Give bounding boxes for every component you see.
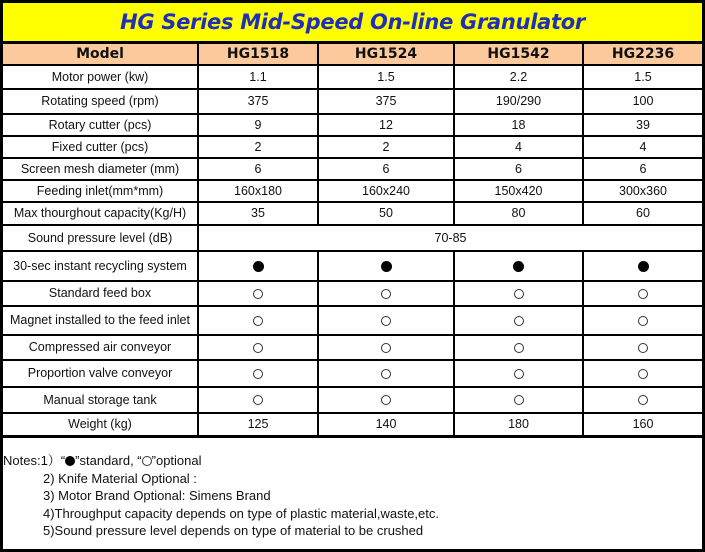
value-cell: 80 xyxy=(454,202,583,225)
merged-value-cell: 70-85 xyxy=(198,225,702,251)
value-cell: 50 xyxy=(318,202,454,225)
symbol-cell xyxy=(318,387,454,413)
symbol-cell xyxy=(583,281,702,306)
table-row xyxy=(3,306,702,335)
table-row xyxy=(3,114,702,136)
open-circle-icon xyxy=(638,316,648,326)
symbol-cell xyxy=(454,281,583,306)
table-row xyxy=(3,360,702,387)
spec-table xyxy=(3,44,702,437)
value-cell: 160 xyxy=(583,413,702,436)
open-circle-icon xyxy=(514,395,524,405)
value-cell: 12 xyxy=(318,114,454,136)
open-circle-icon xyxy=(638,395,648,405)
symbol-cell xyxy=(318,281,454,306)
table-row xyxy=(3,158,702,180)
value-cell: 6 xyxy=(583,158,702,180)
standard-symbol-icon xyxy=(65,456,75,466)
row-label: Weight (kg) xyxy=(3,413,198,436)
symbol-cell xyxy=(198,360,318,387)
row-label: Compressed air conveyor xyxy=(3,335,198,360)
symbol-cell xyxy=(198,335,318,360)
value-cell: 6 xyxy=(198,158,318,180)
value-cell: 140 xyxy=(318,413,454,436)
open-circle-icon xyxy=(638,343,648,353)
open-circle-icon xyxy=(638,289,648,299)
symbol-cell xyxy=(454,387,583,413)
value-cell: 160x180 xyxy=(198,180,318,202)
header-row xyxy=(3,44,702,65)
header-hg1524: HG1524 xyxy=(318,44,454,65)
open-circle-icon xyxy=(514,316,524,326)
table-row xyxy=(3,335,702,360)
open-circle-icon xyxy=(253,369,263,379)
symbol-cell xyxy=(454,335,583,360)
value-cell: 60 xyxy=(583,202,702,225)
table-row xyxy=(3,136,702,158)
table-row xyxy=(3,281,702,306)
value-cell: 6 xyxy=(318,158,454,180)
open-circle-icon xyxy=(638,369,648,379)
value-cell: 9 xyxy=(198,114,318,136)
value-cell: 6 xyxy=(454,158,583,180)
row-label: Standard feed box xyxy=(3,281,198,306)
table-row xyxy=(3,180,702,202)
value-cell: 1.1 xyxy=(198,65,318,89)
table-row xyxy=(3,251,702,281)
value-cell: 375 xyxy=(318,89,454,114)
symbol-cell xyxy=(454,306,583,335)
optional-symbol-icon xyxy=(142,456,152,466)
value-cell: 2 xyxy=(198,136,318,158)
value-cell: 4 xyxy=(583,136,702,158)
open-circle-icon xyxy=(253,395,263,405)
header-hg1542: HG1542 xyxy=(454,44,583,65)
symbol-cell xyxy=(583,360,702,387)
symbol-cell xyxy=(583,306,702,335)
filled-circle-icon xyxy=(381,261,392,272)
filled-circle-icon xyxy=(638,261,649,272)
value-cell: 4 xyxy=(454,136,583,158)
header-hg1518: HG1518 xyxy=(198,44,318,65)
value-cell: 100 xyxy=(583,89,702,114)
row-label: Magnet installed to the feed inlet xyxy=(3,306,198,335)
value-cell: 35 xyxy=(198,202,318,225)
symbol-cell xyxy=(318,335,454,360)
note-5: 5)Sound pressure level depends on type of material to be crushed xyxy=(43,523,424,538)
value-cell: 1.5 xyxy=(318,65,454,89)
note-1: Notes:1）“ ”standard, “ ”optional xyxy=(3,453,202,468)
table-row xyxy=(3,225,702,251)
note-2: 2) Knife Material Optional : xyxy=(43,470,197,486)
symbol-cell xyxy=(583,251,702,281)
row-label: Max thourghout capacity(Kg/H) xyxy=(3,202,198,225)
open-circle-icon xyxy=(514,369,524,379)
symbol-cell xyxy=(454,251,583,281)
open-circle-icon xyxy=(381,343,391,353)
header-model: Model xyxy=(3,44,198,65)
open-circle-icon xyxy=(253,343,263,353)
symbol-cell xyxy=(318,251,454,281)
open-circle-icon xyxy=(253,316,263,326)
symbol-cell xyxy=(198,306,318,335)
value-cell: 39 xyxy=(583,114,702,136)
open-circle-icon xyxy=(381,316,391,326)
symbol-cell xyxy=(454,360,583,387)
value-cell: 190/290 xyxy=(454,89,583,114)
row-label: Rotary cutter (pcs) xyxy=(3,114,198,136)
table-row xyxy=(3,202,702,225)
row-label: Feeding inlet(mm*mm) xyxy=(3,180,198,202)
row-label: 30-sec instant recycling system xyxy=(3,251,198,281)
open-circle-icon xyxy=(514,289,524,299)
header-hg2236: HG2236 xyxy=(583,44,702,65)
note-3: 3) Motor Brand Optional: Simens Brand xyxy=(43,488,271,503)
open-circle-icon xyxy=(514,343,524,353)
open-circle-icon xyxy=(381,395,391,405)
symbol-cell xyxy=(318,306,454,335)
table-row xyxy=(3,387,702,413)
row-label: Fixed cutter (pcs) xyxy=(3,136,198,158)
value-cell: 125 xyxy=(198,413,318,436)
row-label: Manual storage tank xyxy=(3,387,198,413)
value-cell: 160x240 xyxy=(318,180,454,202)
symbol-cell xyxy=(318,360,454,387)
value-cell: 300x360 xyxy=(583,180,702,202)
table-row xyxy=(3,413,702,436)
value-cell: 2 xyxy=(318,136,454,158)
open-circle-icon xyxy=(253,289,263,299)
filled-circle-icon xyxy=(253,261,264,272)
symbol-cell xyxy=(583,387,702,413)
table-row xyxy=(3,89,702,114)
symbol-cell xyxy=(198,281,318,306)
value-cell: 150x420 xyxy=(454,180,583,202)
symbol-cell xyxy=(198,251,318,281)
open-circle-icon xyxy=(381,289,391,299)
filled-circle-icon xyxy=(513,261,524,272)
notes-section xyxy=(3,436,702,549)
row-label: Sound pressure level (dB) xyxy=(3,225,198,251)
row-label: Rotating speed (rpm) xyxy=(3,89,198,114)
symbol-cell xyxy=(198,387,318,413)
value-cell: 375 xyxy=(198,89,318,114)
note-4: 4)Throughput capacity depends on type of plastic material,waste,etc. xyxy=(43,505,439,521)
symbol-cell xyxy=(583,335,702,360)
open-circle-icon xyxy=(381,369,391,379)
page-title: HG Series Mid-Speed On-line Granulator xyxy=(3,3,702,44)
value-cell: 18 xyxy=(454,114,583,136)
row-label: Proportion valve conveyor xyxy=(3,360,198,387)
value-cell: 1.5 xyxy=(583,65,702,89)
table-row xyxy=(3,65,702,89)
value-cell: 180 xyxy=(454,413,583,436)
row-label: Screen mesh diameter (mm) xyxy=(3,158,198,180)
value-cell: 2.2 xyxy=(454,65,583,89)
row-label: Motor power (kw) xyxy=(3,65,198,89)
